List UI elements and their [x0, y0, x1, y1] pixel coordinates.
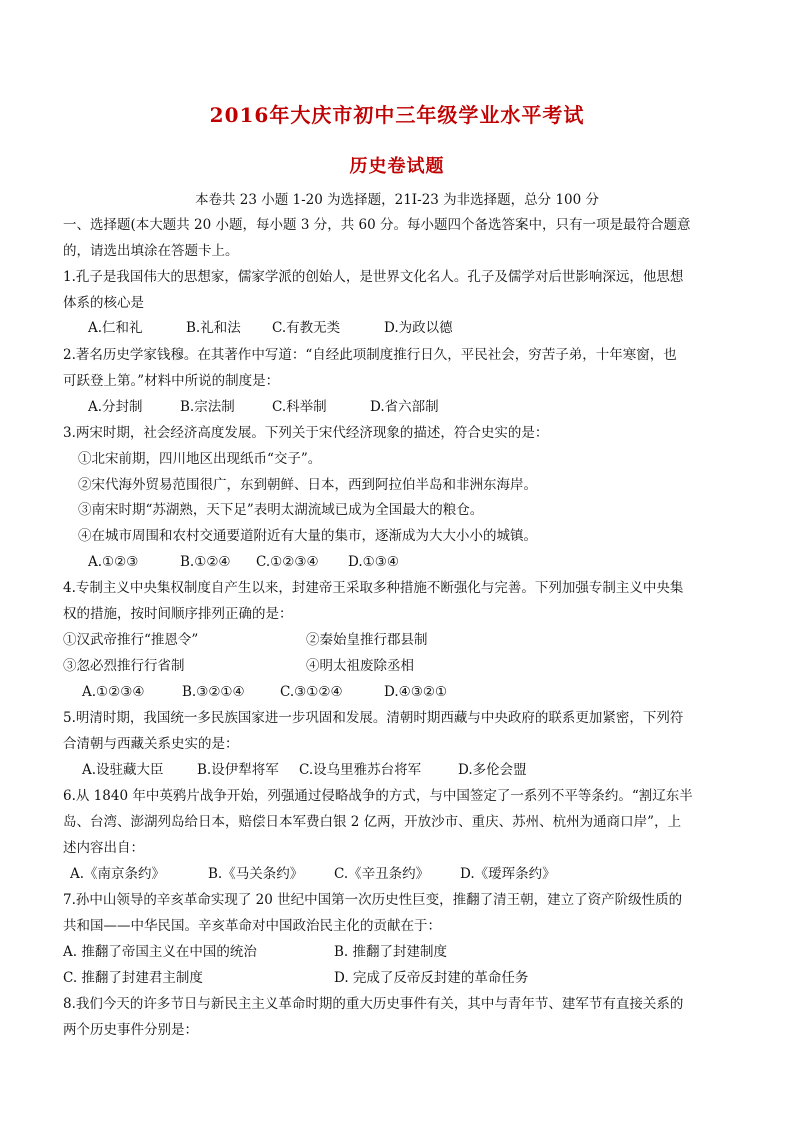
q4-option-c: C.③①②④ — [280, 684, 343, 700]
q3-option-a: A.①②③ — [88, 554, 139, 570]
q1-option-c: C.有教无类 — [272, 320, 341, 336]
q3-item: ①北宋前期，四川地区出现纸币“交子”。 — [78, 451, 322, 467]
question-3-stem: 3.两宋时期，社会经济高度发展。下列关于宋代经济现象的描述，符合史实的是： — [63, 425, 549, 441]
q3-option-b: B.①②④ — [180, 554, 231, 570]
question-6-stem: 述内容出自： — [63, 840, 144, 856]
question-1-stem: 1.孔子是我国伟大的思想家，儒家学派的创始人，是世界文化名人。孔子及儒学对后世影响深远，他思想 — [63, 269, 684, 285]
q6-option-b: B.《马关条约》 — [208, 866, 304, 882]
q3-option-d: D.①③④ — [348, 554, 399, 570]
q2-option-b: B.宗法制 — [180, 399, 235, 415]
q2-option-c: C.科举制 — [272, 399, 327, 415]
q5-option-b: B.设伊犁将军 — [197, 762, 279, 778]
q6-option-a: A.《南京条约》 — [70, 866, 166, 882]
q7-option-c: C. 推翻了封建君主制度 — [63, 970, 203, 986]
q3-option-c: C.①②③④ — [256, 554, 319, 570]
question-2-stem: 可跃登上第。”材料中所说的制度是： — [63, 373, 280, 389]
q4-item: ②秦始皇推行郡县制 — [306, 632, 428, 648]
question-8-stem: 8.我们今天的许多节日与新民主主义革命时期的重大历史事件有关，其中与青年节、建军节有直接关系的 — [63, 996, 684, 1012]
q4-option-d: D.④③②① — [384, 684, 448, 700]
q4-item: ①汉武帝推行“推恩令” — [63, 632, 199, 648]
question-6-stem: 6.从 1840 年中英鸦片战争开始，列强通过侵略战争的方式，与中国签定了一系列不平等条约。“割辽东半 — [63, 788, 693, 804]
q2-option-a: A.分封制 — [88, 399, 143, 415]
section-instruction: 的，请选出填涂在答题卡上。 — [63, 243, 239, 259]
question-7-stem: 7.孙中山领导的辛亥革命实现了 20 世纪中国第一次历史性巨变，推翻了清王朝，建立了资产阶级性质的 — [63, 892, 683, 908]
q7-option-a: A. 推翻了帝国主义在中国的统治 — [63, 944, 257, 960]
q6-option-c: C.《辛丑条约》 — [334, 866, 430, 882]
question-5-stem: 5.明清时期，我国统一多民族国家进一步巩固和发展。清朝时期西藏与中央政府的联系更加紧密，下列符 — [63, 710, 684, 726]
question-7-stem: 共和国——中华民国。辛亥革命对中国政治民主化的贡献在于： — [63, 918, 441, 934]
q3-item: ④在城市周围和农村交通要道附近有大量的集市，逐渐成为大大小小的城镇。 — [78, 528, 537, 544]
page-title: 2016年大庆市初中三年级学业水平考试 — [209, 103, 585, 127]
q5-option-c: C.设乌里雅苏台将军 — [299, 762, 422, 778]
q5-option-d: D.多伦会盟 — [458, 762, 527, 778]
q1-option-a: A.仁和礼 — [88, 320, 143, 336]
q4-option-b: B.③②①④ — [182, 684, 245, 700]
section-instruction: 一、选择题(本大题共 20 小题，每小题 3 分，共 60 分。每小题四个备选答案中，只有一项是最符合题意 — [63, 217, 691, 233]
question-4-stem: 4.专制主义中央集权制度自产生以来，封建帝王采取多种措施不断强化与完善。下列加强专制主义中央集 — [63, 580, 684, 596]
question-8-stem: 两个历史事件分别是： — [63, 1022, 198, 1038]
q6-option-d: D.《瑷珲条约》 — [460, 866, 556, 882]
q4-item: ③忽必烈推行行省制 — [63, 658, 185, 674]
q5-option-a: A.设驻藏大臣 — [82, 762, 164, 778]
question-6-stem: 岛、台湾、澎湖列岛给日本，赔偿日本军费白银 2 亿两，开放沙市、重庆、苏州、杭州为通商口岸”，上 — [63, 814, 682, 830]
page-subtitle: 历史卷试题 — [349, 156, 445, 177]
question-5-stem: 合清朝与西藏关系史实的是： — [63, 736, 239, 752]
q3-item: ②宋代海外贸易范围很广，东到朝鲜、日本，西到阿拉伯半岛和非洲东海岸。 — [78, 477, 537, 493]
q3-item: ③南宋时期“苏湖熟，天下足”表明太湖流域已成为全国最大的粮仓。 — [78, 502, 484, 518]
q7-option-d: D. 完成了反帝反封建的革命任务 — [334, 970, 529, 986]
question-2-stem: 2.著名历史学家钱穆。在其著作中写道：“自经此项制度推行日久，平民社会，穷苦子弟，十年寒窗，也 — [63, 347, 677, 363]
q1-option-d: D.为政以德 — [384, 320, 453, 336]
q4-item: ④明太祖废除丞相 — [306, 658, 414, 674]
question-1-stem: 体系的核心是 — [63, 295, 144, 311]
question-4-stem: 权的措施，按时间顺序排列正确的是： — [63, 606, 293, 622]
q7-option-b: B. 推翻了封建制度 — [334, 944, 448, 960]
q1-option-b: B.礼和法 — [186, 320, 241, 336]
q4-option-a: A.①②③④ — [82, 684, 145, 700]
exam-intro: 本卷共 23 小题 1-20 为选择题，21I-23 为非选择题，总分 100 分 — [194, 192, 600, 208]
q2-option-d: D.省六部制 — [370, 399, 439, 415]
